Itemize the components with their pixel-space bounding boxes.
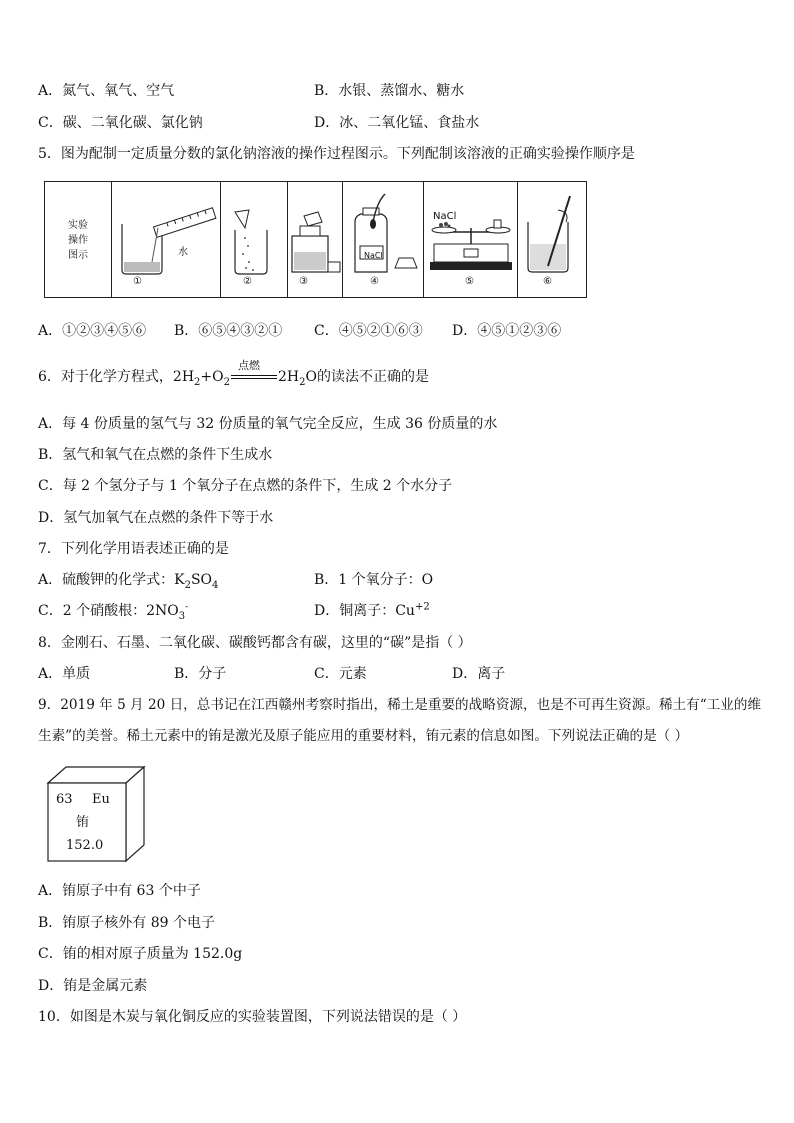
element-card-europium: [46, 765, 146, 863]
step-number-1: ①: [133, 276, 142, 287]
step6-stir-illustration: [518, 182, 586, 297]
q8-option-c: C．元素: [314, 666, 367, 682]
q8-option-b: B．分子: [174, 666, 227, 682]
q5-option-c: C．④⑤②①⑥③: [314, 323, 423, 339]
q5-stem: 5．图为配制一定质量分数的氯化钠溶液的操作过程图示。下列配制该溶液的正确实验操作顺序是: [38, 146, 635, 162]
q7-option-b: B．1 个氧分子：O: [314, 572, 434, 588]
step-number-3: ③: [299, 276, 308, 287]
q7-stem: 7．下列化学用语表述正确的是: [38, 541, 229, 557]
atomic-number: 63: [56, 792, 73, 807]
row-label-line2: 操作: [68, 235, 88, 246]
bottle-nacl-label: NaCl: [364, 251, 383, 260]
balance-nacl-label: NaCl: [433, 211, 457, 222]
q7-option-c: C．2 个硝酸根：$2NO_3^-$: [38, 602, 189, 622]
equation-equals-with-condition: [231, 359, 277, 384]
step-number-4: ④: [370, 276, 379, 287]
step1-pour-water-illustration: [112, 182, 220, 297]
q4-option-a: A．氮气、氧气、空气: [38, 83, 175, 99]
copper-charge: +2: [414, 601, 430, 613]
q9-option-c: C．铕的相对原子质量为 152.0g: [38, 946, 243, 962]
q6-option-b: B．氢气和氧气在点燃的条件下生成水: [38, 447, 273, 463]
q9-option-b: B．铕原子核外有 89 个电子: [38, 915, 216, 931]
q6-equation: $2H_2+O_2$ 点燃 $2H_2O$: [172, 359, 317, 388]
q6-option-d: D．氢气加氧气在点燃的条件下等于水: [38, 510, 274, 526]
step-number-6: ⑥: [543, 276, 552, 287]
q8-option-a: A．单质: [38, 666, 91, 682]
q9-stem-line2: 生素”的美誉。稀土元素中的铕是激光及原子能应用的重要材料，铕元素的信息如图。下列说法正确的是（ ）: [38, 728, 689, 744]
water-label: 水: [178, 247, 188, 258]
row-label-line3: 图示: [68, 250, 88, 261]
figure-row-label: [45, 182, 111, 333]
q6-stem-suffix: 的读法不正确的是: [317, 369, 429, 385]
q9-option-d: D．铕是金属元素: [38, 978, 148, 994]
q4-option-c: C．碳、二氧化碳、氯化钠: [38, 115, 203, 131]
q7-option-c-text: C．2 个硝酸根：2NO: [38, 603, 179, 619]
q4-option-d: D．冰、二氧化锰、食盐水: [314, 115, 480, 131]
q4-option-b: B．水银、蒸馏水、糖水: [314, 83, 465, 99]
step4-reagent-bottle-illustration: [343, 182, 423, 297]
q6-option-a: A．每 4 份质量的氢气与 32 份质量的氧气完全反应，生成 36 份质量的水: [38, 416, 498, 432]
q8-option-d: D．离子: [452, 666, 506, 682]
q7-option-a: A．硫酸钾的化学式：$K_2SO_4$: [38, 572, 219, 591]
element-name: 铕: [76, 815, 90, 830]
q6-option-c: C．每 2 个氢分子与 1 个氧分子在点燃的条件下，生成 2 个水分子: [38, 478, 453, 494]
q7-option-d: [314, 602, 430, 620]
row-label-line1: 实验: [68, 220, 88, 231]
element-symbol: Eu: [92, 792, 110, 807]
q6-stem: [38, 359, 429, 388]
step3-dissolve-illustration: [288, 182, 342, 297]
q5-option-b: B．⑥⑤④③②①: [174, 323, 283, 339]
q5-figure-table: [44, 181, 587, 298]
reaction-condition: 点燃: [238, 359, 261, 372]
q8-stem: 8．金刚石、石墨、二氧化碳、碳酸钙都含有碳，这里的“碳”是指（ ）: [38, 635, 472, 651]
step-number-2: ②: [243, 276, 252, 287]
q6-stem-prefix: 6．对于化学方程式，: [38, 369, 173, 385]
atomic-mass: 152.0: [66, 838, 104, 853]
q5-option-a: A．①②③④⑤⑥: [38, 323, 147, 339]
step2-add-solid-illustration: [221, 182, 287, 297]
q9-option-a: A．铕原子中有 63 个中子: [38, 883, 201, 899]
q10-stem: 10．如图是木炭与氧化铜反应的实验装置图，下列说法错误的是（ ）: [38, 1009, 467, 1025]
q5-option-d: D．④⑤①②③⑥: [452, 323, 562, 339]
q7-option-a-text: A．硫酸钾的化学式：K: [38, 572, 185, 588]
step-number-5: ⑤: [465, 276, 474, 287]
q7-option-d-text: D．铜离子：Cu: [314, 603, 415, 619]
q9-stem-line1: 9．2019 年 5 月 20 日，总书记在江西赣州考察时指出，稀土是重要的战略资源，也是不可再生资源。稀土有“工业的维: [38, 697, 762, 713]
